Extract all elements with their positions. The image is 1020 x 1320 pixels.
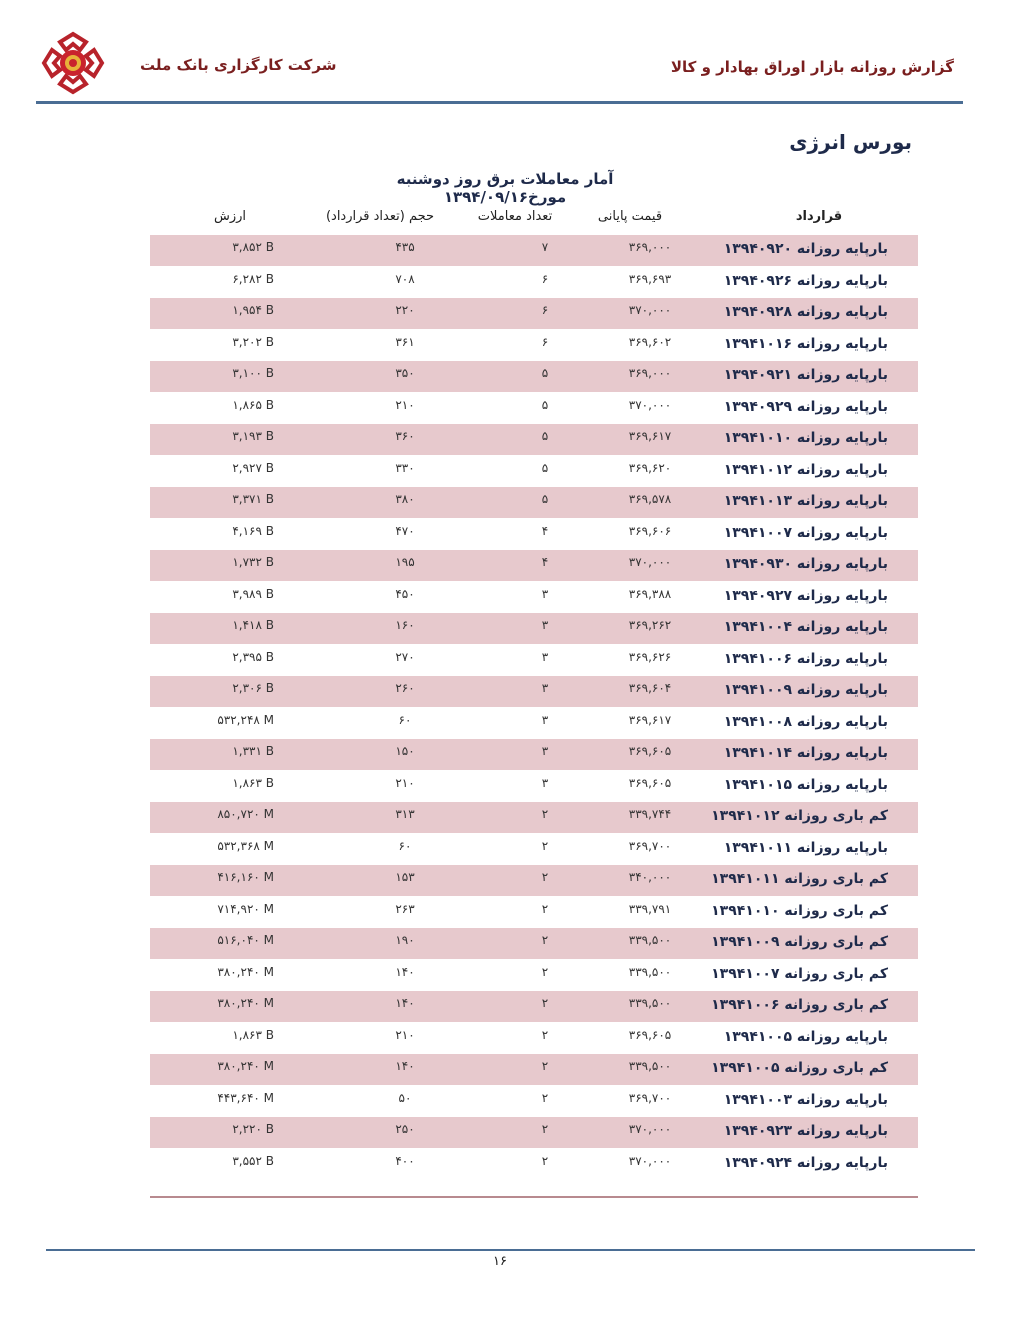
table-row (150, 361, 918, 393)
table-row (150, 676, 918, 708)
cell-value: ۱,۹۵۴ B (232, 303, 274, 317)
cell-volume: ۳۶۱ (395, 334, 415, 349)
table-row (150, 456, 918, 488)
cell-final-price: ۳۴۰,۰۰۰ (628, 870, 672, 884)
cell-value: ۱,۸۶۳ B (232, 1027, 274, 1042)
cell-trade-count: ۷ (541, 240, 549, 254)
cell-value: ۳۸۰,۲۴۰ M (217, 1059, 274, 1073)
cell-value: ۶,۲۸۲ B (232, 271, 274, 286)
cell-final-price: ۳۳۹,۵۰۰ (628, 933, 672, 947)
table-row (150, 991, 918, 1023)
table-row (150, 424, 918, 456)
cell-value: ۸۵۰,۷۲۰ M (217, 807, 274, 821)
cell-final-price: ۳۶۹,۶۹۳ (628, 271, 672, 286)
table-row (150, 771, 918, 803)
cell-value: ۲,۹۲۷ B (232, 460, 274, 475)
cell-final-price: ۳۶۹,۶۲۰ (628, 460, 672, 475)
cell-contract: بارپایه روزانه ۱۳۹۴۱۰۰۴ (723, 619, 888, 635)
cell-value: ۳,۳۷۱ B (232, 492, 274, 506)
cell-volume: ۴۰۰ (395, 1153, 415, 1168)
table-row (150, 550, 918, 582)
cell-trade-count: ۵ (541, 397, 549, 412)
cell-value: ۳,۱۰۰ B (232, 366, 274, 380)
cell-trade-count: ۲ (541, 901, 549, 916)
cell-final-price: ۳۳۹,۷۴۴ (628, 807, 672, 821)
cell-contract: بارپایه روزانه ۱۳۹۴۱۰۱۱ (723, 839, 888, 856)
table-row (150, 1149, 918, 1181)
cell-contract: کم باری روزانه ۱۳۹۴۱۰۰۹ (711, 934, 888, 950)
cell-trade-count: ۵ (541, 429, 549, 443)
cell-trade-count: ۲ (541, 1027, 549, 1042)
cell-volume: ۶۰ (398, 712, 412, 727)
table-row (150, 267, 918, 299)
cell-volume: ۴۳۵ (395, 240, 415, 254)
cell-trade-count: ۶ (541, 334, 549, 349)
cell-final-price: ۳۷۰,۰۰۰ (628, 303, 672, 317)
cell-final-price: ۳۶۹,۲۶۲ (628, 618, 672, 632)
cell-contract: بارپایه روزانه ۱۳۹۴۱۰۰۷ (723, 524, 888, 541)
table-row (150, 739, 918, 771)
cell-volume: ۷۰۸ (395, 271, 415, 286)
table-row (150, 235, 918, 267)
cell-contract: بارپایه روزانه ۱۳۹۴۰۹۲۶ (723, 272, 888, 289)
table-caption: آمار معاملات برق روز دوشنبه مورخ۱۳۹۴/۰۹/۱۶ (396, 170, 614, 206)
cell-volume: ۲۵۰ (395, 1122, 415, 1136)
report-title: گزارش روزانه بازار اوراق بهادار و کالا (670, 58, 954, 76)
table-row (150, 613, 918, 645)
cell-contract: بارپایه روزانه ۱۳۹۴۰۹۲۰ (723, 241, 888, 257)
cell-contract: بارپایه روزانه ۱۳۹۴۱۰۰۸ (723, 713, 888, 730)
cell-volume: ۱۶۰ (395, 618, 415, 632)
table-row (150, 928, 918, 960)
column-header-final-price: قیمت پایانی (597, 209, 663, 224)
table-row (150, 330, 918, 362)
cell-value: ۲,۳۹۵ B (232, 649, 274, 664)
cell-contract: بارپایه روزانه ۱۳۹۴۰۹۲۹ (723, 398, 888, 415)
cell-trade-count: ۳ (541, 744, 549, 758)
cell-final-price: ۳۷۰,۰۰۰ (628, 1153, 672, 1168)
cell-contract: بارپایه روزانه ۱۳۹۴۰۹۲۳ (723, 1123, 888, 1139)
cell-contract: بارپایه روزانه ۱۳۹۴۰۹۲۱ (723, 367, 888, 383)
cell-volume: ۵۰ (398, 1090, 412, 1105)
cell-value: ۵۳۲,۲۴۸ M (217, 712, 274, 727)
cell-volume: ۱۹۰ (395, 933, 415, 947)
cell-value: ۱,۷۳۲ B (232, 555, 274, 569)
cell-contract: بارپایه روزانه ۱۳۹۴۱۰۱۵ (723, 776, 888, 793)
table-row (150, 393, 918, 425)
cell-contract: کم باری روزانه ۱۳۹۴۱۰۱۲ (711, 808, 888, 824)
cell-contract: بارپایه روزانه ۱۳۹۴۰۹۲۷ (723, 587, 888, 604)
column-header-volume: حجم (تعداد قرارداد) (325, 209, 435, 224)
cell-volume: ۲۶۰ (395, 681, 415, 695)
column-header-contract: قرارداد (795, 209, 843, 224)
cell-final-price: ۳۶۹,۷۰۰ (628, 838, 672, 853)
cell-trade-count: ۴ (541, 523, 549, 538)
cell-contract: بارپایه روزانه ۱۳۹۴۱۰۰۵ (723, 1028, 888, 1045)
cell-value: ۳,۹۸۹ B (232, 586, 274, 601)
table-row (150, 298, 918, 330)
cell-volume: ۱۴۰ (395, 996, 415, 1010)
cell-value: ۴۴۳,۶۴۰ M (217, 1090, 274, 1105)
cell-value: ۲,۳۰۶ B (232, 681, 274, 695)
bank-mellat-logo-icon (40, 30, 106, 96)
cell-trade-count: ۲ (541, 1090, 549, 1105)
table-row (150, 865, 918, 897)
cell-value: ۴,۱۶۹ B (232, 523, 274, 538)
cell-contract: بارپایه روزانه ۱۳۹۴۰۹۲۴ (723, 1154, 888, 1171)
cell-contract: کم باری روزانه ۱۳۹۴۱۰۰۶ (711, 997, 888, 1013)
cell-volume: ۳۵۰ (395, 366, 415, 380)
cell-volume: ۳۱۳ (395, 807, 415, 821)
column-header-value: ارزش (213, 209, 247, 224)
cell-contract: کم باری روزانه ۱۳۹۴۱۰۰۵ (711, 1060, 888, 1076)
cell-final-price: ۳۶۹,۶۰۵ (628, 1027, 672, 1042)
cell-contract: بارپایه روزانه ۱۳۹۴۱۰۰۹ (723, 682, 888, 698)
page-header (0, 0, 1020, 110)
table-row (150, 960, 918, 992)
company-name: شرکت کارگزاری بانک ملت (140, 56, 337, 74)
table-row (150, 1086, 918, 1118)
cell-volume: ۱۹۵ (395, 555, 415, 569)
cell-volume: ۶۰ (398, 838, 412, 853)
table-row (150, 645, 918, 677)
cell-final-price: ۳۶۹,۶۱۷ (628, 429, 672, 443)
cell-final-price: ۳۶۹,۵۷۸ (628, 492, 672, 506)
cell-volume: ۱۵۳ (395, 870, 415, 884)
cell-volume: ۲۱۰ (395, 1027, 415, 1042)
cell-value: ۱,۴۱۸ B (232, 618, 274, 632)
cell-value: ۳,۸۵۲ B (232, 240, 274, 254)
cell-trade-count: ۲ (541, 838, 549, 853)
cell-contract: کم باری روزانه ۱۳۹۴۱۰۱۰ (711, 902, 888, 919)
cell-final-price: ۳۶۹,۶۰۶ (628, 523, 672, 538)
header-divider (36, 101, 963, 104)
column-header-trade-count: تعداد معاملات (477, 209, 553, 224)
cell-volume: ۳۳۰ (395, 460, 415, 475)
cell-trade-count: ۲ (541, 996, 549, 1010)
cell-volume: ۲۲۰ (395, 303, 415, 317)
table-row (150, 487, 918, 519)
footer-divider (46, 1249, 975, 1251)
cell-final-price: ۳۶۹,۰۰۰ (628, 240, 672, 254)
section-title: بورس انرژی (789, 130, 912, 154)
cell-final-price: ۳۳۹,۵۰۰ (628, 1059, 672, 1073)
cell-final-price: ۳۳۹,۵۰۰ (628, 964, 672, 979)
cell-volume: ۱۴۰ (395, 1059, 415, 1073)
cell-contract: بارپایه روزانه ۱۳۹۴۱۰۱۰ (723, 430, 888, 446)
cell-value: ۳۸۰,۲۴۰ M (217, 996, 274, 1010)
cell-value: ۱,۳۳۱ B (232, 744, 274, 758)
cell-trade-count: ۲ (541, 1153, 549, 1168)
cell-value: ۳,۵۵۲ B (232, 1153, 274, 1168)
cell-trade-count: ۳ (541, 586, 549, 601)
table-row (150, 897, 918, 929)
cell-trade-count: ۵ (541, 492, 549, 506)
cell-trade-count: ۴ (541, 555, 549, 569)
cell-value: ۳,۲۰۲ B (232, 334, 274, 349)
table-bottom-rule (150, 1196, 918, 1198)
cell-value: ۱,۸۶۳ B (232, 775, 274, 790)
table-row (150, 802, 918, 834)
cell-trade-count: ۲ (541, 870, 549, 884)
cell-value: ۳۸۰,۲۴۰ M (217, 964, 274, 979)
cell-final-price: ۳۶۹,۶۲۶ (628, 649, 672, 664)
cell-trade-count: ۳ (541, 649, 549, 664)
cell-contract: بارپایه روزانه ۱۳۹۴۰۹۲۸ (723, 304, 888, 320)
cell-volume: ۴۵۰ (395, 586, 415, 601)
cell-final-price: ۳۷۰,۰۰۰ (628, 1122, 672, 1136)
cell-value: ۴۱۶,۱۶۰ M (217, 870, 274, 884)
cell-value: ۵۱۶,۰۴۰ M (217, 933, 274, 947)
cell-contract: بارپایه روزانه ۱۳۹۴۰۹۳۰ (723, 556, 888, 572)
cell-trade-count: ۳ (541, 618, 549, 632)
cell-trade-count: ۳ (541, 775, 549, 790)
cell-volume: ۲۷۰ (395, 649, 415, 664)
table-row (150, 582, 918, 614)
cell-contract: بارپایه روزانه ۱۳۹۴۱۰۰۳ (723, 1091, 888, 1108)
cell-final-price: ۳۳۹,۵۰۰ (628, 996, 672, 1010)
cell-contract: کم باری روزانه ۱۳۹۴۱۰۱۱ (711, 871, 888, 887)
cell-trade-count: ۲ (541, 933, 549, 947)
cell-value: ۵۳۲,۳۶۸ M (217, 838, 274, 853)
cell-trade-count: ۳ (541, 712, 549, 727)
cell-contract: بارپایه روزانه ۱۳۹۴۱۰۱۴ (723, 745, 888, 761)
table-row (150, 1023, 918, 1055)
cell-volume: ۲۶۳ (395, 901, 415, 916)
cell-trade-count: ۲ (541, 964, 549, 979)
cell-final-price: ۳۶۹,۶۰۵ (628, 775, 672, 790)
cell-value: ۲,۲۲۰ B (232, 1122, 274, 1136)
cell-final-price: ۳۶۹,۳۸۸ (628, 586, 672, 601)
cell-final-price: ۳۶۹,۰۰۰ (628, 366, 672, 380)
cell-volume: ۳۸۰ (395, 492, 415, 506)
cell-final-price: ۳۶۹,۶۰۲ (628, 334, 672, 349)
cell-contract: بارپایه روزانه ۱۳۹۴۱۰۱۶ (723, 335, 888, 352)
cell-trade-count: ۲ (541, 1059, 549, 1073)
table-row (150, 1054, 918, 1086)
cell-trade-count: ۲ (541, 1122, 549, 1136)
cell-trade-count: ۵ (541, 366, 549, 380)
table-header (150, 203, 918, 233)
cell-final-price: ۳۶۹,۶۰۴ (628, 681, 672, 695)
table-row (150, 1117, 918, 1149)
cell-volume: ۱۵۰ (395, 744, 415, 758)
cell-trade-count: ۶ (541, 271, 549, 286)
cell-volume: ۲۱۰ (395, 397, 415, 412)
cell-final-price: ۳۶۹,۶۰۵ (628, 744, 672, 758)
table-row (150, 708, 918, 740)
cell-trade-count: ۳ (541, 681, 549, 695)
table-body (150, 235, 918, 1180)
cell-final-price: ۳۷۰,۰۰۰ (628, 397, 672, 412)
cell-trade-count: ۵ (541, 460, 549, 475)
cell-volume: ۲۱۰ (395, 775, 415, 790)
cell-trade-count: ۲ (541, 807, 549, 821)
cell-final-price: ۳۷۰,۰۰۰ (628, 555, 672, 569)
page-number: ۱۶ (493, 1254, 507, 1269)
cell-contract: بارپایه روزانه ۱۳۹۴۱۰۱۳ (723, 493, 888, 509)
table-row (150, 519, 918, 551)
cell-trade-count: ۶ (541, 303, 549, 317)
cell-contract: کم باری روزانه ۱۳۹۴۱۰۰۷ (711, 965, 888, 982)
cell-value: ۷۱۴,۹۲۰ M (217, 901, 274, 916)
cell-value: ۳,۱۹۳ B (232, 429, 274, 443)
cell-final-price: ۳۶۹,۷۰۰ (628, 1090, 672, 1105)
cell-final-price: ۳۳۹,۷۹۱ (628, 901, 672, 916)
cell-volume: ۴۷۰ (395, 523, 415, 538)
cell-volume: ۳۶۰ (395, 429, 415, 443)
table-row (150, 834, 918, 866)
cell-final-price: ۳۶۹,۶۱۷ (628, 712, 672, 727)
cell-value: ۱,۸۶۵ B (232, 397, 274, 412)
cell-volume: ۱۴۰ (395, 964, 415, 979)
cell-contract: بارپایه روزانه ۱۳۹۴۱۰۰۶ (723, 650, 888, 667)
cell-contract: بارپایه روزانه ۱۳۹۴۱۰۱۲ (723, 461, 888, 478)
